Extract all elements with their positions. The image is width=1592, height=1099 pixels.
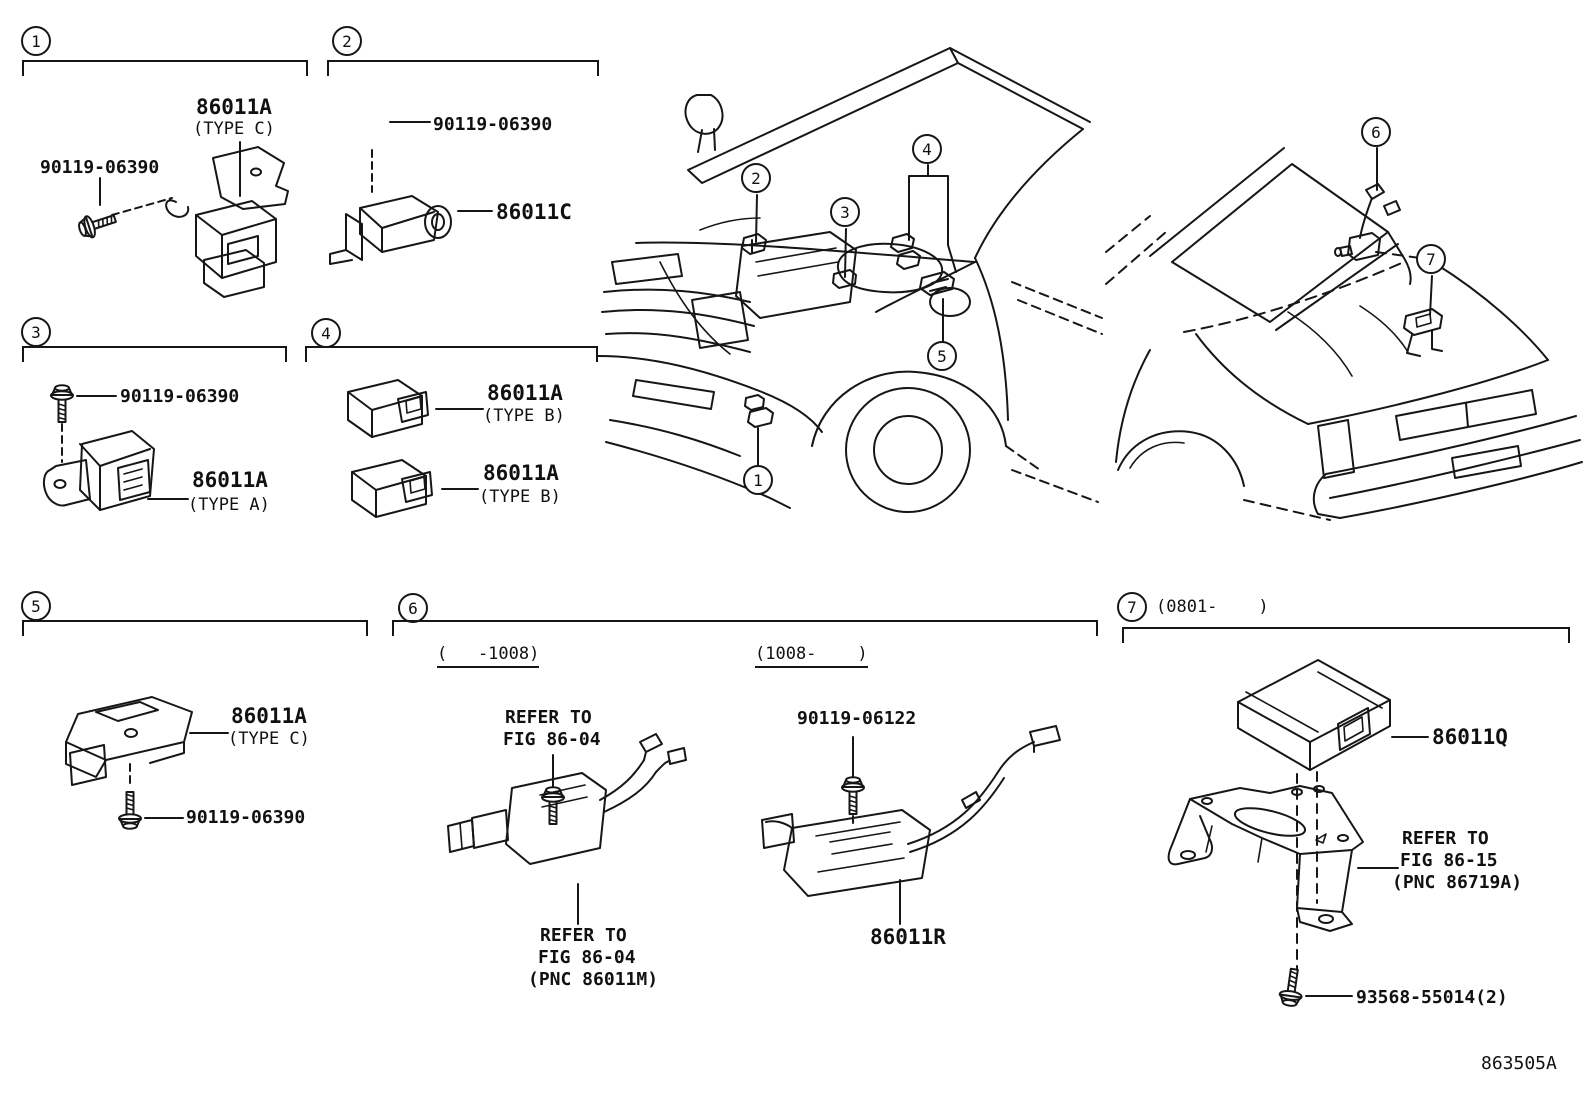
- s7-part-number: 86011Q: [1432, 725, 1508, 749]
- s4-part2-number: 86011A: [483, 461, 559, 485]
- s6-part-number: 86011R: [870, 925, 946, 949]
- section-2-callout: 2: [332, 26, 362, 56]
- s6-refer-bottom-line2: FIG 86-04: [538, 947, 636, 968]
- s7-refer-line1: REFER TO: [1402, 828, 1489, 849]
- s7-range: (0801- ): [1156, 597, 1269, 617]
- section-2-bracket: [327, 60, 599, 76]
- part-86011a-type-c2-drawing: [66, 697, 192, 829]
- bracket-86719a-drawing: [1169, 786, 1363, 1007]
- s5-part-number: 86011A: [231, 704, 307, 728]
- car-callout-6: 6: [1361, 117, 1391, 147]
- s6-bolt-number: 90119-06122: [797, 708, 917, 729]
- car-callout-2: 2: [741, 163, 771, 193]
- s5-part-type: (TYPE C): [228, 729, 310, 749]
- s6-refer-bottom-line3: (PNC 86011M): [528, 969, 659, 990]
- s4-part1-number: 86011A: [487, 381, 563, 405]
- s2-part-number: 86011C: [496, 200, 572, 224]
- car-callout-7: 7: [1416, 244, 1446, 274]
- s3-part-number: 86011A: [192, 468, 268, 492]
- part-86011q-drawing: [1238, 660, 1390, 770]
- section-7-callout: 7: [1117, 592, 1147, 622]
- s4-part2-type: (TYPE B): [479, 487, 561, 507]
- car-callout-1: 1: [743, 465, 773, 495]
- s2-bolt-number: 90119-06390: [433, 114, 553, 135]
- section-4-bracket: [305, 346, 598, 362]
- section-3-callout: 3: [21, 317, 51, 347]
- section-6-callout: 6: [398, 593, 428, 623]
- s3-bolt-number: 90119-06390: [120, 386, 240, 407]
- s7-bolt-number: 93568-55014(2): [1356, 987, 1508, 1008]
- part-86011a-type-b-drawing-1: [348, 380, 428, 437]
- section-6-bracket: [392, 620, 1098, 636]
- s4-part1-type: (TYPE B): [483, 406, 565, 426]
- s6-refer-top-line2: FIG 86-04: [503, 729, 601, 750]
- car-callout-4: 4: [912, 134, 942, 164]
- part-86011c-drawing: [330, 196, 451, 264]
- s7-refer-line2: FIG 86-15: [1400, 850, 1498, 871]
- part-86011r-drawing: [762, 726, 1060, 896]
- section-1-bracket: [22, 60, 308, 76]
- section-3-bracket: [22, 346, 287, 362]
- car-callout-3: 3: [830, 197, 860, 227]
- part-86011a-type-b-drawing-2: [352, 460, 432, 517]
- s7-refer-line3: (PNC 86719A): [1392, 872, 1523, 893]
- section-1-callout: 1: [21, 26, 51, 56]
- car-rear-drawing: [1106, 148, 1582, 520]
- section-5-callout: 5: [21, 591, 51, 621]
- s6-range-early: ( -1008): [437, 645, 539, 668]
- section-5-bracket: [22, 620, 368, 636]
- s1-part-type: (TYPE C): [193, 119, 275, 139]
- s6-refer-top-line1: REFER TO: [505, 707, 592, 728]
- s1-part-number: 86011A: [196, 95, 272, 119]
- s6-range-late: (1008- ): [755, 645, 868, 668]
- car-callout-5: 5: [927, 341, 957, 371]
- figure-code: 863505A: [1481, 1053, 1557, 1074]
- s6-refer-bottom-line1: REFER TO: [540, 925, 627, 946]
- section-4-callout: 4: [311, 318, 341, 348]
- car-front-drawing: [598, 48, 1102, 512]
- s1-bolt-number: 90119-06390: [40, 157, 160, 178]
- section-7-bracket: [1122, 627, 1570, 643]
- s3-part-type: (TYPE A): [188, 495, 270, 515]
- leader-lines: [62, 119, 1432, 996]
- s5-bolt-number: 90119-06390: [186, 807, 306, 828]
- part-86011m-drawing: [448, 734, 686, 864]
